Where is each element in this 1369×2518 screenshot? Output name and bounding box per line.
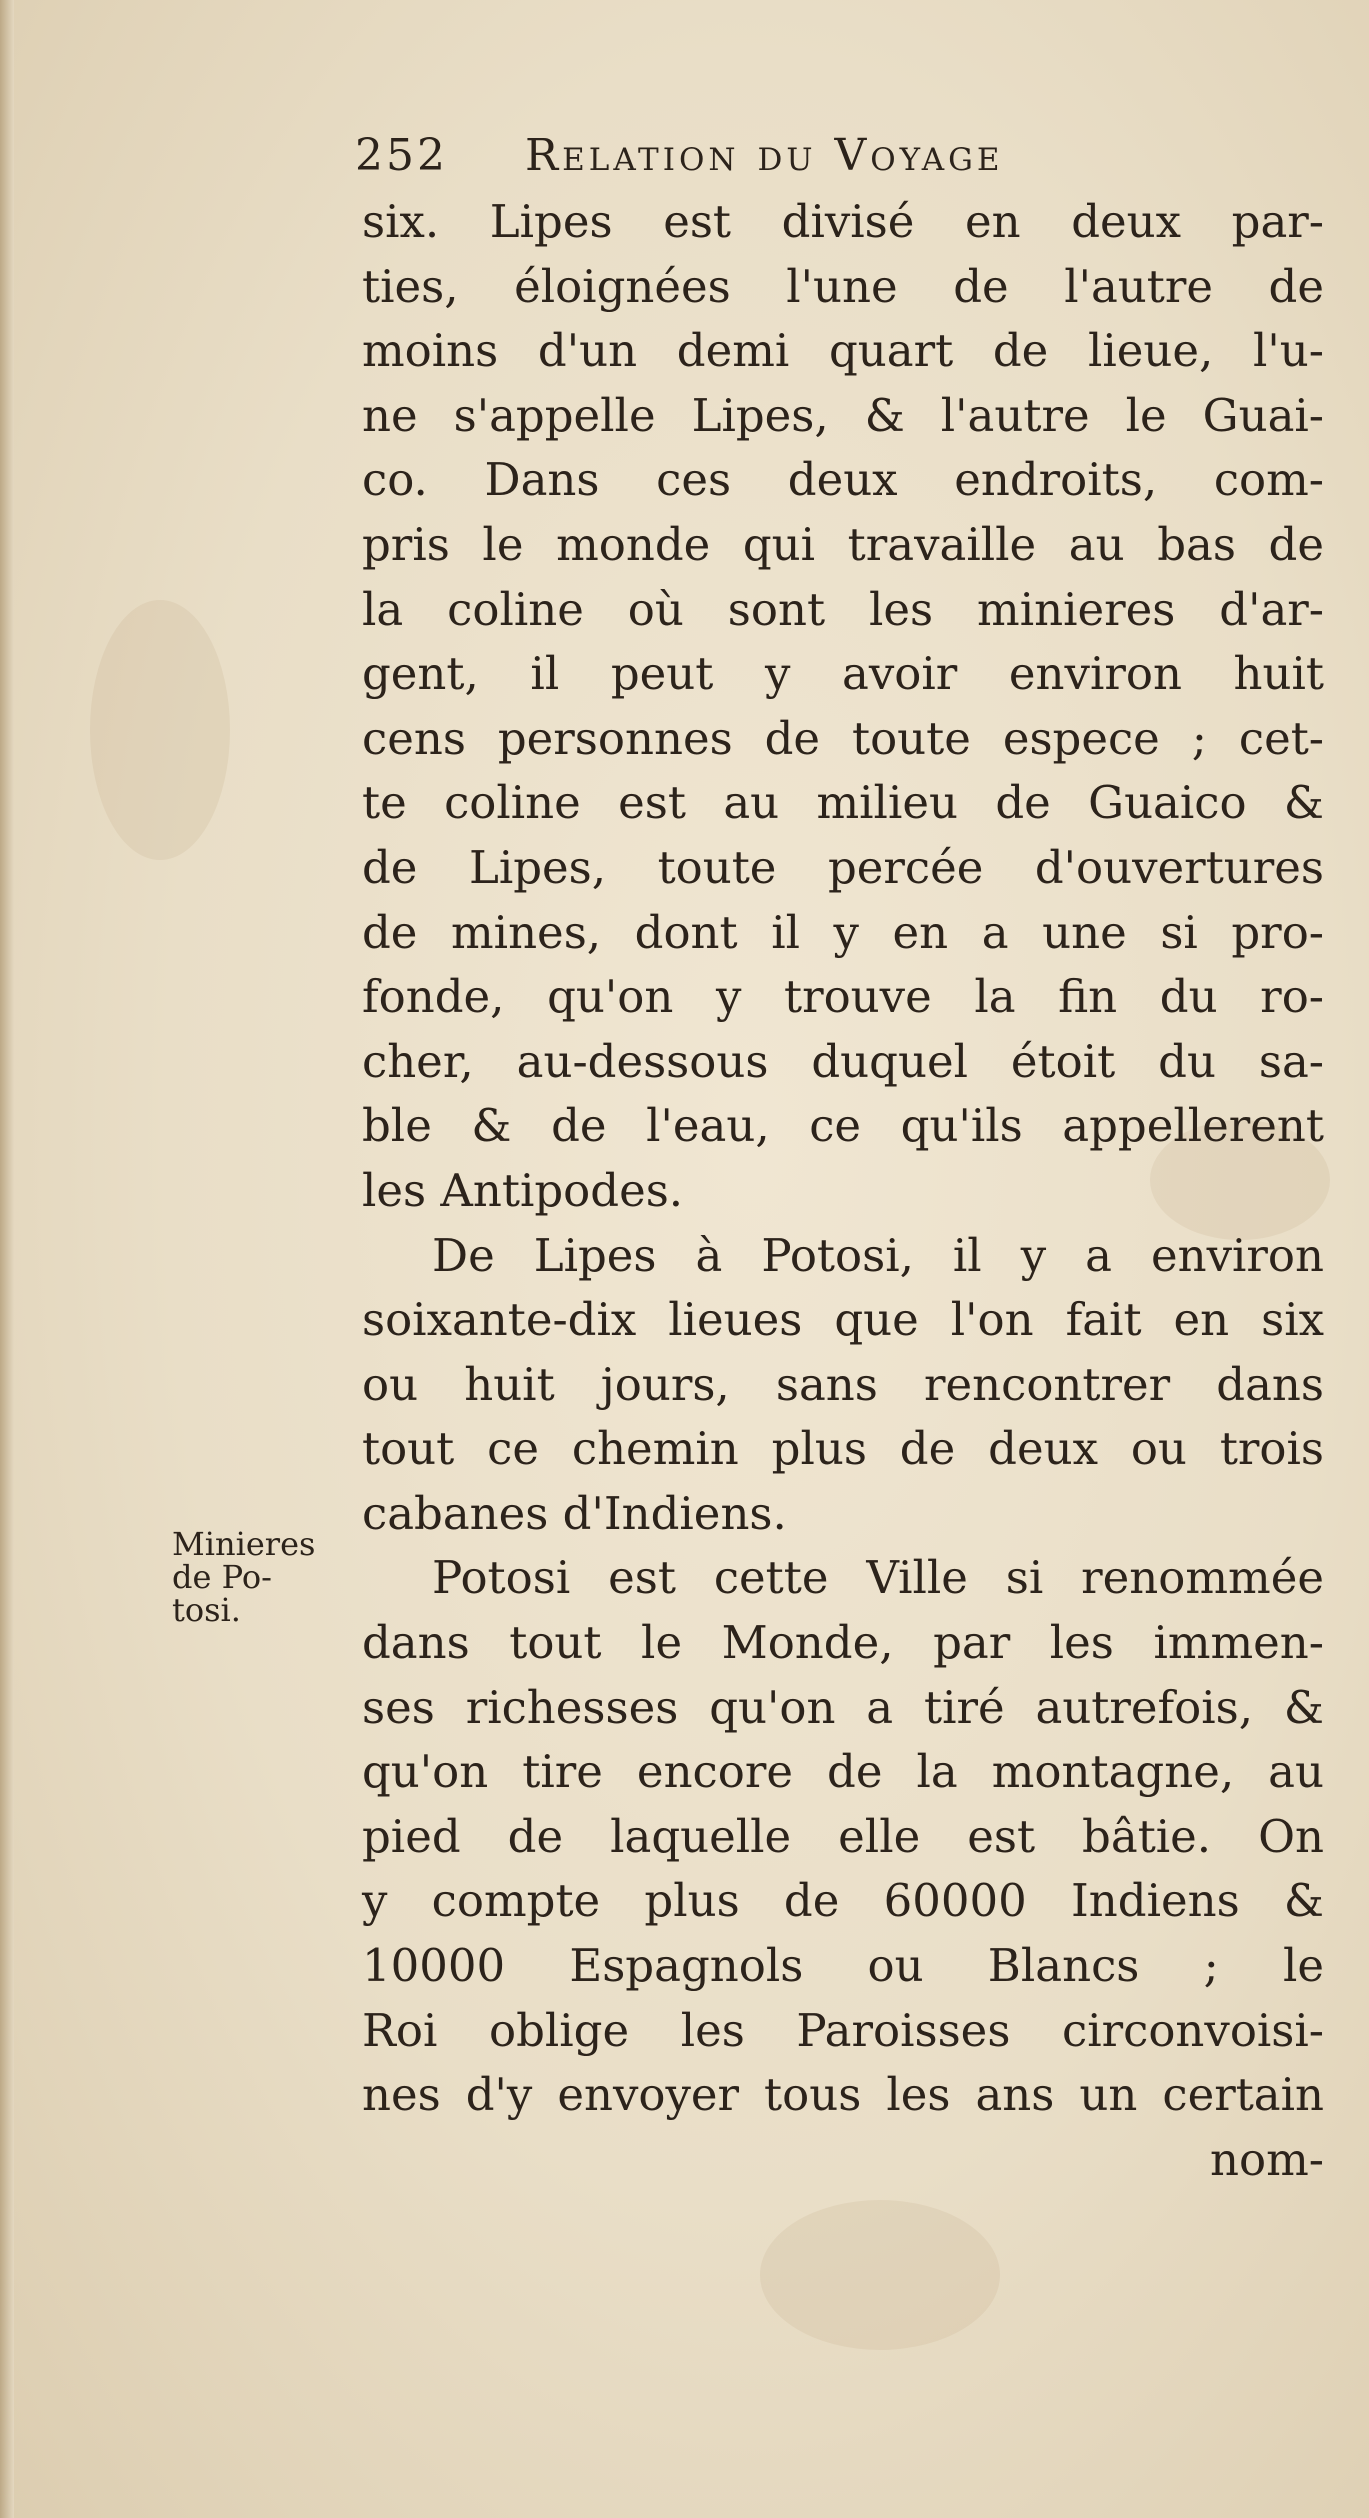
text-line: ou huit jours, sans rencontrer dans (362, 1357, 1324, 1411)
text-line: ne s'appelle Lipes, & l'autre le Guai- (362, 388, 1324, 442)
text-line: la coline où sont les minieres d'ar- (362, 582, 1324, 636)
text-line: ties, éloignées l'une de l'autre de (362, 259, 1324, 313)
paper-stain (90, 600, 230, 860)
paper-stain (760, 2200, 1000, 2350)
text-line: soixante-dix lieues que l'on fait en six (362, 1293, 1324, 1347)
text-line: cher, au-dessous duquel étoit du sa- (362, 1034, 1324, 1088)
text-line: pris le monde qui travaille au bas de (362, 517, 1324, 571)
text-line: gent, il peut y avoir environ huit (362, 647, 1324, 701)
text-line: fonde, qu'on y trouve la fin du ro- (362, 970, 1324, 1024)
margin-note-line: de Po- (172, 1558, 272, 1596)
text-line: De Lipes à Potosi, il y a environ (432, 1228, 1324, 1282)
text-line: pied de laquelle elle est bâtie. On (362, 1809, 1324, 1863)
running-title: Relation du Voyage (525, 130, 1004, 181)
catchword: nom- (1210, 2132, 1324, 2186)
margin-note-line: tosi. (172, 1591, 241, 1629)
margin-note-line: Minieres (172, 1525, 316, 1563)
text-line: cabanes d'Indiens. (362, 1486, 787, 1540)
text-line: co. Dans ces deux endroits, com- (362, 453, 1324, 507)
page-number: 252 (355, 130, 448, 181)
text-line: y compte plus de 60000 Indiens & (362, 1874, 1324, 1928)
text-line: les Antipodes. (362, 1163, 684, 1217)
body-text (362, 190, 1324, 2192)
text-line: Potosi est cette Ville si renommée (432, 1551, 1324, 1605)
text-line: nes d'y envoyer tous les ans un certain (362, 2068, 1324, 2122)
text-line: ses richesses qu'on a tiré autrefois, & (362, 1680, 1324, 1734)
page-gutter-shadow (0, 0, 14, 2518)
text-line: Roi oblige les Paroisses circonvoisi- (362, 2003, 1324, 2057)
text-line: de mines, dont il y en a une si pro- (362, 905, 1324, 959)
text-line: de Lipes, toute percée d'ouvertures (362, 840, 1324, 894)
page-header (355, 130, 1185, 192)
text-line: dans tout le Monde, par les immen- (362, 1616, 1324, 1670)
text-line: cens personnes de toute espece ; cet- (362, 711, 1324, 765)
text-line: six. Lipes est divisé en deux par- (362, 195, 1324, 248)
text-line: moins d'un demi quart de lieue, l'u- (362, 324, 1324, 378)
text-line: te coline est au milieu de Guaico & (362, 776, 1324, 830)
text-line: ble & de l'eau, ce qu'ils appellerent (362, 1099, 1324, 1153)
text-line: tout ce chemin plus de deux ou trois (362, 1422, 1324, 1476)
text-line: qu'on tire encore de la montagne, au (362, 1745, 1324, 1799)
text-line: 10000 Espagnols ou Blancs ; le (362, 1939, 1324, 1993)
margin-note (172, 1525, 362, 1629)
